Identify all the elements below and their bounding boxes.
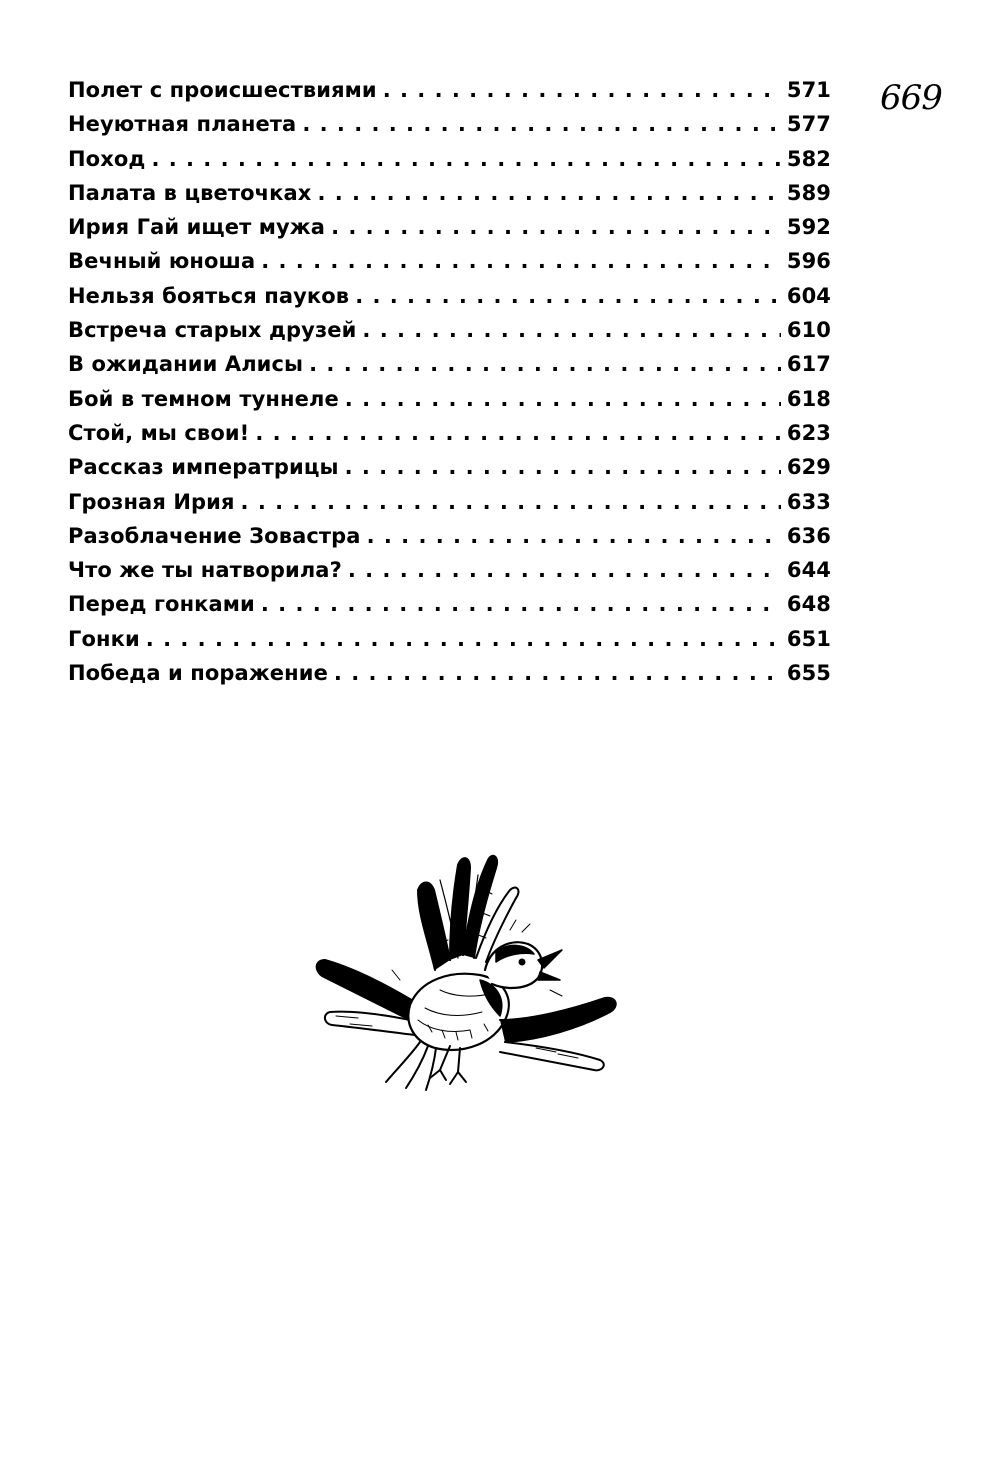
toc-entry-page: 655 <box>786 661 831 686</box>
toc-entry <box>68 147 831 181</box>
toc-entry-page: 651 <box>786 626 831 651</box>
toc-entry <box>68 421 831 455</box>
dot-leader <box>362 318 780 342</box>
table-of-contents <box>68 78 831 695</box>
toc-entry <box>68 558 831 592</box>
toc-entry-page: 629 <box>786 455 831 480</box>
toc-entry-title: Победа и поражение <box>68 661 328 686</box>
toc-entry <box>68 318 831 352</box>
page-number: 669 <box>880 78 942 118</box>
toc-entry-page: 577 <box>786 112 831 137</box>
toc-entry-page: 582 <box>786 146 831 171</box>
toc-entry <box>68 181 831 215</box>
toc-entry-title: Встреча старых друзей <box>68 318 357 343</box>
toc-entry-title: Стой, мы свои! <box>68 420 250 445</box>
dot-leader <box>348 558 781 582</box>
toc-entry <box>68 112 831 146</box>
toc-entry-page: 617 <box>786 352 831 377</box>
dot-leader <box>367 524 781 548</box>
dot-leader <box>317 181 780 205</box>
toc-entry <box>68 661 831 695</box>
toc-entry-title: Грозная Ирия <box>68 489 235 514</box>
toc-entry-title: Поход <box>68 146 146 171</box>
dot-leader <box>302 112 781 136</box>
toc-entry-page: 589 <box>786 180 831 205</box>
toc-entry-page: 592 <box>786 215 831 240</box>
dot-leader <box>151 147 780 171</box>
dot-leader <box>334 661 781 685</box>
toc-entry-title: Полет с происшествиями <box>68 78 377 102</box>
dot-leader <box>309 352 781 376</box>
toc-entry-page: 571 <box>786 78 831 102</box>
toc-entry <box>68 352 831 386</box>
toc-entry-page: 648 <box>786 592 831 617</box>
toc-entry <box>68 78 831 112</box>
toc-entry-title: Гонки <box>68 626 140 651</box>
dot-leader <box>255 421 781 445</box>
toc-entry-title: Перед гонками <box>68 592 255 617</box>
toc-entry-title: Палата в цветочках <box>68 180 312 205</box>
dot-leader <box>331 215 781 239</box>
toc-entry <box>68 215 831 249</box>
toc-entry <box>68 524 831 558</box>
toc-entry-title: Неуютная планета <box>68 112 297 137</box>
dot-leader <box>355 284 781 308</box>
toc-entry-title: Разоблачение Зовастра <box>68 523 361 548</box>
toc-entry-title: В ожидании Алисы <box>68 352 304 377</box>
dot-leader <box>146 627 781 651</box>
toc-entry-title: Ирия Гай ищет мужа <box>68 215 326 240</box>
toc-entry <box>68 490 831 524</box>
toc-entry-page: 636 <box>786 523 831 548</box>
toc-entry-page: 604 <box>786 283 831 308</box>
toc-entry <box>68 284 831 318</box>
toc-entry-title: Нельзя бояться пауков <box>68 283 350 308</box>
bird-drawing-icon <box>300 820 640 1100</box>
toc-entry <box>68 249 831 283</box>
toc-entry-title: Бой в темном туннеле <box>68 386 339 411</box>
toc-entry-title: Вечный юноша <box>68 249 256 274</box>
dot-leader <box>241 490 781 514</box>
toc-entry-page: 633 <box>786 489 831 514</box>
toc-entry <box>68 592 831 626</box>
toc-entry-page: 596 <box>786 249 831 274</box>
toc-entry <box>68 627 831 661</box>
dot-leader <box>261 249 781 273</box>
toc-entry-title: Рассказ императрицы <box>68 455 339 480</box>
dot-leader <box>345 387 781 411</box>
toc-entry <box>68 455 831 489</box>
toc-entry-page: 644 <box>786 558 831 583</box>
dot-leader <box>345 455 781 479</box>
toc-entry-page: 618 <box>786 386 831 411</box>
toc-entry <box>68 387 831 421</box>
dot-leader <box>261 592 781 616</box>
toc-entry-page: 610 <box>786 318 831 343</box>
toc-entry-title: Что же ты натворила? <box>68 558 342 583</box>
toc-entry-page: 623 <box>786 420 831 445</box>
dot-leader <box>383 78 781 102</box>
